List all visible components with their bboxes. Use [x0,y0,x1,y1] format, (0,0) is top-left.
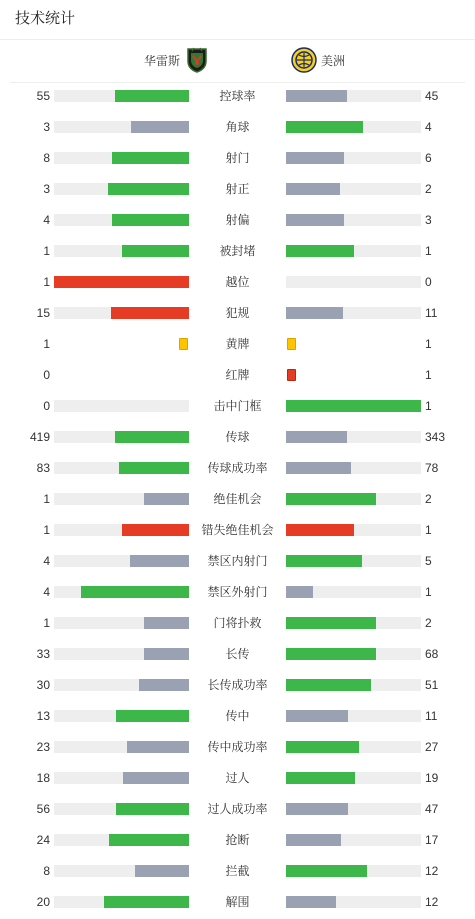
stat-label: 传中 [225,709,250,723]
stat-row [0,454,475,485]
home-bar-fill [116,803,189,815]
home-value: 3 [43,182,50,196]
away-value: 27 [425,740,439,754]
stat-row [0,609,475,640]
teams-row [10,40,465,83]
home-bar-fill [115,90,189,102]
home-bar-fill [127,741,189,753]
stat-label: 被封堵 [219,244,256,258]
stats-header [0,0,475,40]
stat-row [0,640,475,671]
away-bar-fill [286,214,344,226]
away-value: 1 [425,585,432,599]
home-bar-track [54,896,189,908]
away-bar-track [286,276,421,288]
stat-label: 长传 [225,647,250,661]
home-bar-track [54,741,189,753]
home-bar-track [54,617,189,629]
stat-label: 拦截 [225,864,250,878]
home-bar-fill [144,648,189,660]
home-bar-fill [123,772,189,784]
away-bar-fill [286,555,362,567]
stat-row [0,144,475,175]
stat-row [0,578,475,609]
away-value: 5 [425,554,432,568]
away-bar-track [286,679,421,691]
away-bar-fill [286,834,341,846]
home-bar-track [54,803,189,815]
away-red-card-icon [287,369,296,381]
home-yellow-card-icon [179,338,188,350]
stat-label: 禁区外射门 [207,585,268,599]
away-bar-track [286,462,421,474]
away-bar-track [286,710,421,722]
away-value: 1 [425,399,432,413]
stat-row [0,82,475,113]
stat-row [0,733,475,764]
away-value: 45 [425,89,439,103]
home-team-name: 华雷斯 [143,53,180,68]
away-value: 12 [425,895,439,909]
stat-label: 角球 [225,120,250,134]
stat-label: 越位 [225,275,250,289]
away-bar-track [286,648,421,660]
stat-label: 射偏 [225,213,250,227]
away-bar-fill [286,865,367,877]
away-bar-track [286,555,421,567]
away-bar-fill [286,679,371,691]
home-bar-track [54,121,189,133]
away-bar-track [286,431,421,443]
away-value: 12 [425,864,439,878]
away-value: 1 [425,368,432,382]
home-bar-fill [130,555,189,567]
home-bar-track [54,431,189,443]
home-value: 419 [29,430,50,444]
home-value: 55 [36,89,50,103]
home-value: 0 [43,399,50,413]
stat-row [0,547,475,578]
away-value: 4 [425,120,432,134]
home-value: 1 [43,523,50,537]
away-value: 1 [425,337,432,351]
home-value: 4 [43,213,50,227]
away-bar-fill [286,152,344,164]
stat-row [0,268,475,299]
away-bar-track [286,121,421,133]
stat-row [0,113,475,144]
away-bar-track [286,214,421,226]
away-value: 11 [425,306,438,320]
away-bar-fill [286,772,355,784]
home-value: 23 [36,740,50,754]
home-bar-track [54,152,189,164]
home-bar-track [54,524,189,536]
away-value: 1 [425,244,432,258]
home-bar-track [54,772,189,784]
home-value: 0 [43,368,50,382]
home-bar-fill [112,152,189,164]
away-bar-fill [286,648,376,660]
away-bar-track [286,307,421,319]
away-value: 11 [425,709,438,723]
home-value: 1 [43,337,50,351]
stat-label: 传球 [225,430,250,444]
home-bar-track [54,462,189,474]
stat-label: 过人 [225,771,250,785]
home-bar-fill [144,493,189,505]
stat-row [0,361,475,392]
away-bar-fill [286,245,354,257]
home-bar-fill [54,276,189,288]
away-value: 78 [425,461,439,475]
stat-row [0,392,475,423]
away-bar-track [286,803,421,815]
home-bar-track [54,400,189,412]
home-value: 4 [43,554,50,568]
stat-label: 犯规 [225,306,250,320]
home-value: 1 [43,616,50,630]
away-team-logo-icon [291,47,317,73]
away-value: 2 [425,616,432,630]
away-bar-track [286,772,421,784]
home-bar-fill [139,679,189,691]
stat-row [0,671,475,702]
stat-row [0,702,475,733]
away-value: 6 [425,151,432,165]
home-bar-track [54,679,189,691]
home-bar-fill [122,524,190,536]
home-bar-fill [131,121,189,133]
away-bar-fill [286,462,351,474]
away-bar-fill [286,524,354,536]
away-bar-track [286,183,421,195]
stat-row [0,764,475,795]
away-bar-fill [286,307,343,319]
home-value: 83 [36,461,50,475]
stat-label: 过人成功率 [207,802,268,816]
away-yellow-card-icon [287,338,296,350]
away-value: 47 [425,802,439,816]
home-bar-fill [111,307,189,319]
away-bar-fill [286,183,340,195]
home-bar-track [54,183,189,195]
home-value: 3 [43,120,50,134]
stat-label: 绝佳机会 [213,492,262,506]
home-value: 4 [43,585,50,599]
away-value: 1 [425,523,432,537]
home-value: 20 [36,895,50,909]
away-team[interactable] [291,47,345,73]
away-bar-fill [286,741,359,753]
stat-label: 门将扑救 [213,616,262,630]
away-bar-track [286,896,421,908]
away-bar-fill [286,493,376,505]
home-value: 8 [43,864,50,878]
away-bar-track [286,400,421,412]
home-value: 56 [36,802,50,816]
away-bar-track [286,245,421,257]
away-bar-fill [286,400,421,412]
stat-row [0,299,475,330]
away-value: 2 [425,182,432,196]
home-bar-fill [135,865,189,877]
home-value: 30 [36,678,50,692]
home-bar-track [54,710,189,722]
home-bar-fill [104,896,189,908]
stat-row [0,888,475,919]
stat-row [0,175,475,206]
stat-row [0,516,475,547]
home-value: 1 [43,244,50,258]
home-team-logo-icon [184,47,210,73]
stat-label: 黄牌 [225,337,250,351]
home-team[interactable] [144,47,210,73]
home-value: 33 [36,647,50,661]
stat-row [0,485,475,516]
away-bar-track [286,524,421,536]
away-bar-track [286,90,421,102]
away-bar-fill [286,586,313,598]
stat-label: 射正 [225,182,250,196]
home-bar-fill [116,710,189,722]
home-bar-fill [81,586,189,598]
away-bar-track [286,493,421,505]
home-bar-fill [108,183,189,195]
home-bar-track [54,865,189,877]
home-bar-fill [109,834,189,846]
away-value: 3 [425,213,432,227]
home-bar-fill [115,431,189,443]
away-bar-track [286,586,421,598]
stat-label: 抢断 [225,833,250,847]
away-value: 68 [425,647,439,661]
away-bar-fill [286,803,348,815]
away-bar-fill [286,121,363,133]
away-value: 17 [425,833,439,847]
stat-label: 击中门框 [213,399,262,413]
home-value: 18 [36,771,50,785]
home-bar-fill [112,214,189,226]
home-bar-fill [144,617,189,629]
stat-label: 红牌 [225,368,250,382]
home-value: 1 [43,275,50,289]
stat-label: 错失绝佳机会 [201,523,274,537]
away-value: 51 [425,678,439,692]
page-title: 技术统计 [15,10,76,27]
away-value: 2 [425,492,432,506]
home-bar-track [54,245,189,257]
stat-row [0,423,475,454]
away-value: 19 [425,771,439,785]
stat-row [0,330,475,361]
home-bar-fill [119,462,189,474]
stat-label: 传球成功率 [207,461,268,475]
home-bar-track [54,276,189,288]
away-bar-track [286,865,421,877]
home-bar-track [54,555,189,567]
stat-row [0,826,475,857]
away-bar-track [286,834,421,846]
stat-label: 解围 [225,895,250,909]
stat-label: 禁区内射门 [207,554,268,568]
stat-label: 控球率 [219,89,256,103]
stat-label: 射门 [225,151,250,165]
away-team-name: 美洲 [321,53,346,68]
away-bar-track [286,617,421,629]
away-bar-fill [286,90,347,102]
home-bar-track [54,214,189,226]
away-value: 0 [425,275,432,289]
home-value: 8 [43,151,50,165]
home-value: 1 [43,492,50,506]
home-value: 13 [36,709,50,723]
home-bar-track [54,307,189,319]
away-bar-fill [286,896,336,908]
away-bar-fill [286,710,348,722]
stat-row [0,795,475,826]
home-bar-track [54,90,189,102]
away-bar-track [286,152,421,164]
away-value: 343 [425,430,446,444]
home-bar-track [54,834,189,846]
home-bar-track [54,586,189,598]
stat-row [0,237,475,268]
home-bar-track [54,493,189,505]
home-bar-track [54,648,189,660]
stat-label: 传中成功率 [207,740,268,754]
home-bar-fill [122,245,190,257]
home-value: 24 [36,833,50,847]
home-value: 15 [36,306,50,320]
away-bar-fill [286,617,376,629]
stat-row [0,857,475,888]
stat-label: 长传成功率 [207,678,268,692]
away-bar-fill [286,431,347,443]
away-bar-track [286,741,421,753]
stat-row [0,206,475,237]
